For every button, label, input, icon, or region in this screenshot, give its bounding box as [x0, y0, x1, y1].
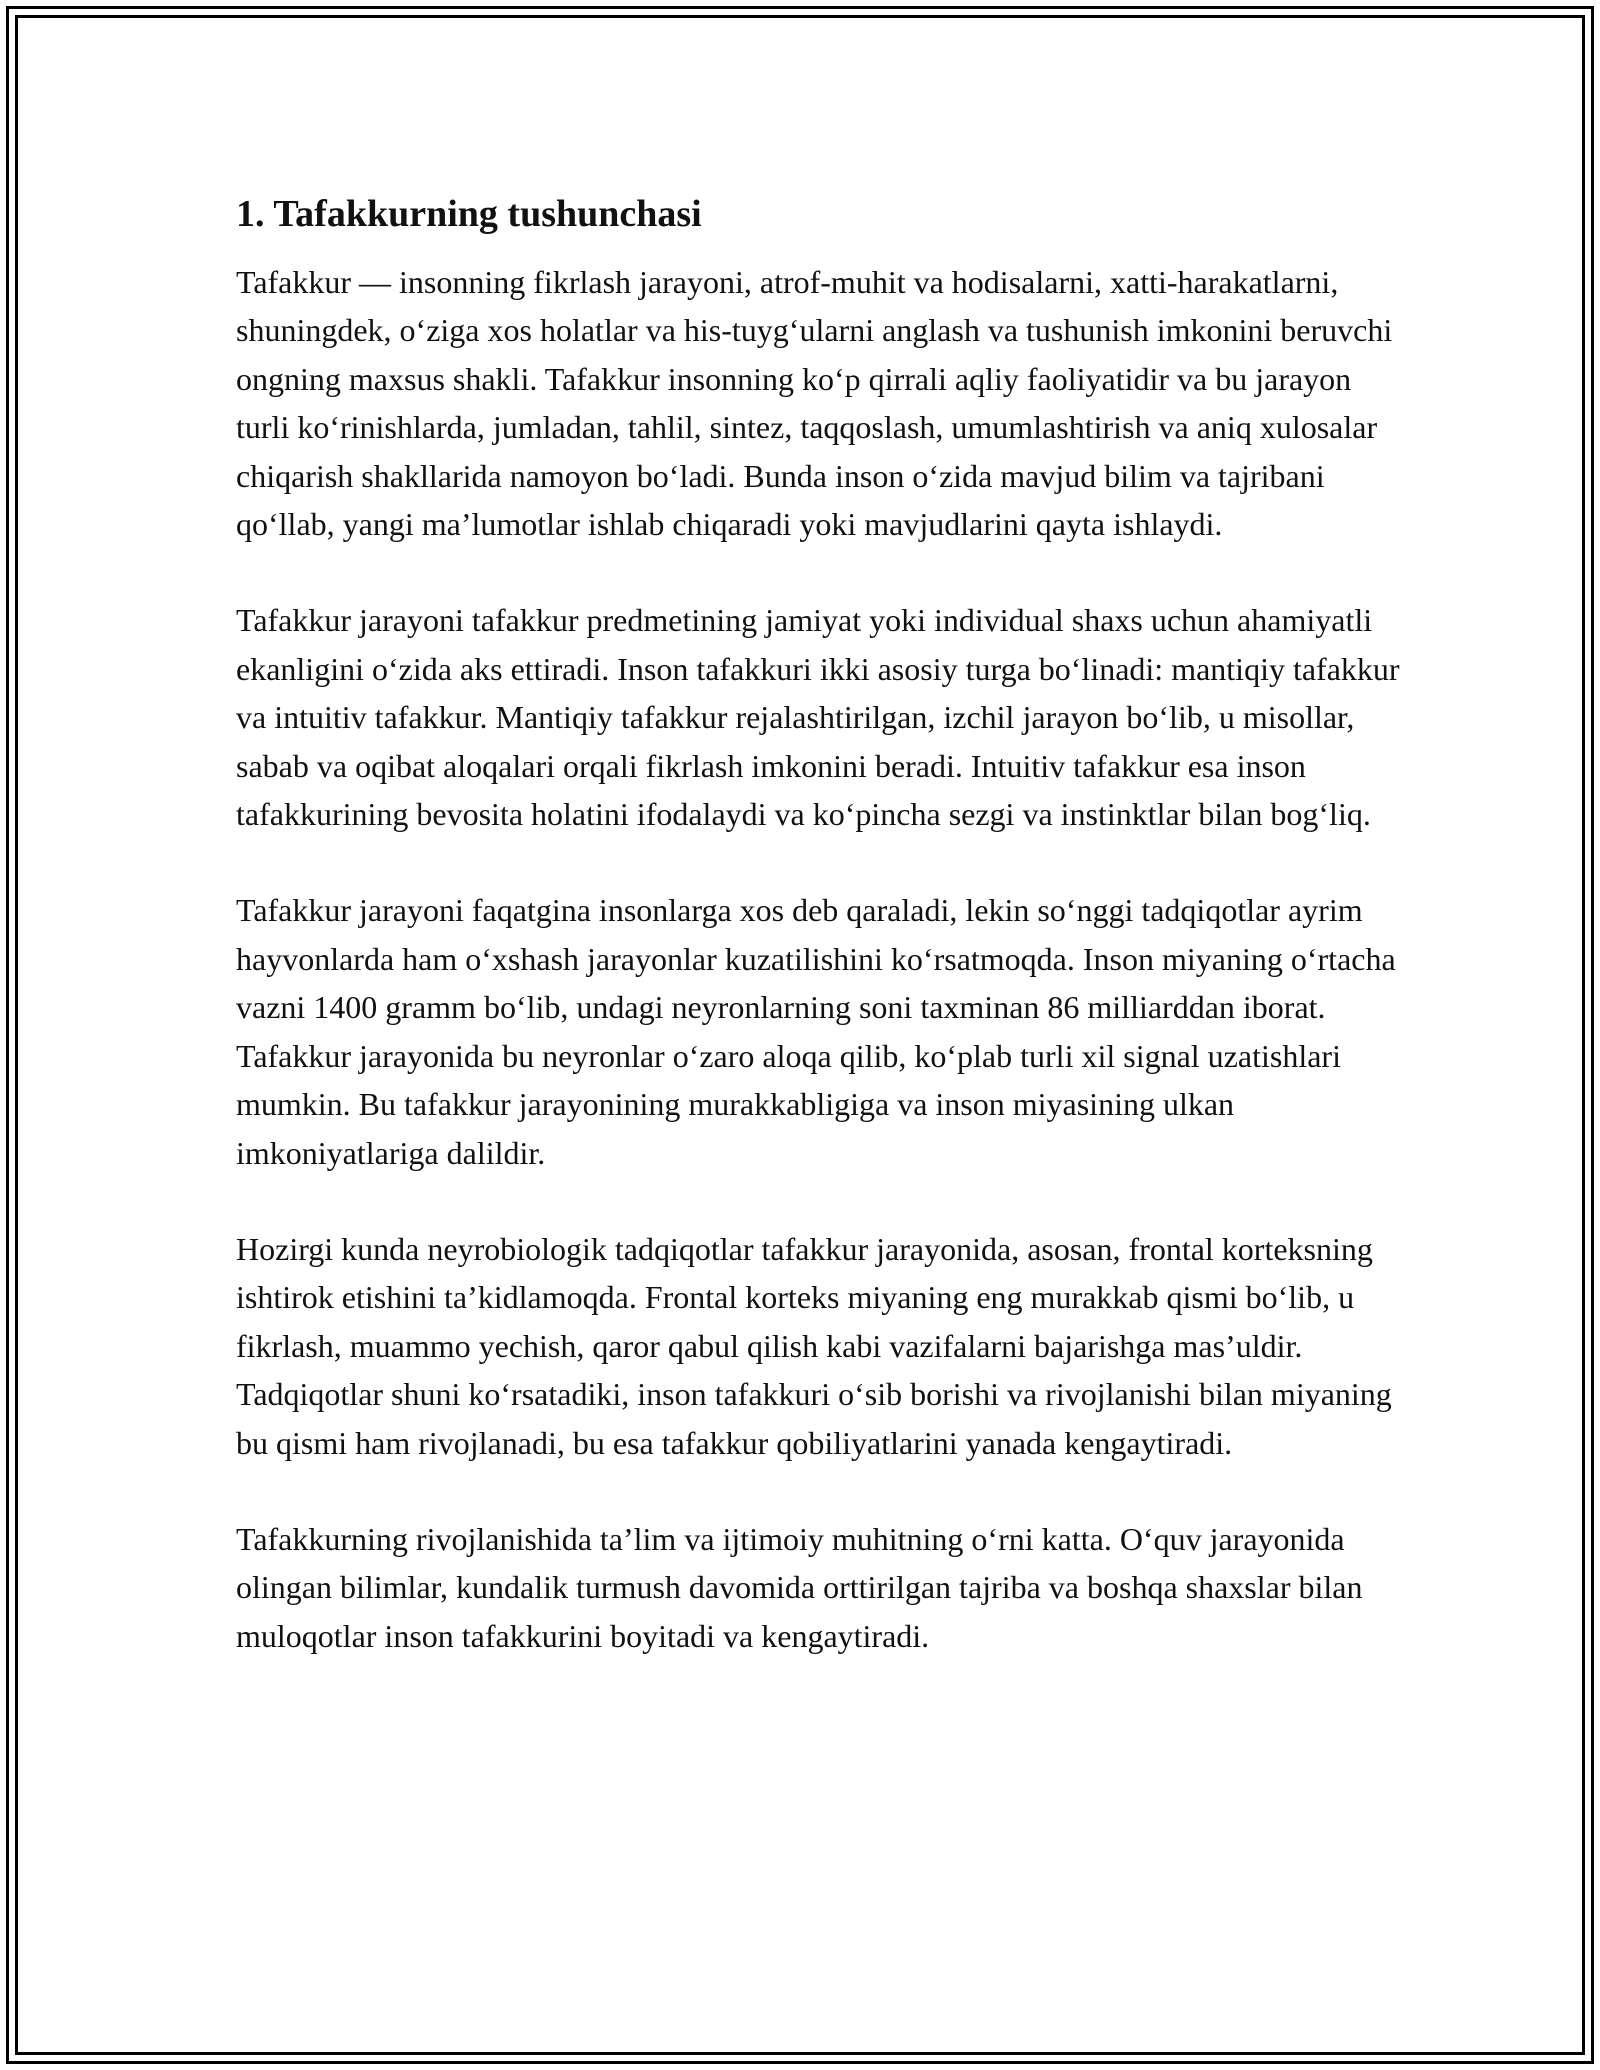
paragraph-3: Tafakkur jarayoni faqatgina insonlarga xos deb qaraladi, lekin soʻnggi tadqiqotlar ayrim hayvonlarda ham oʻxshash jarayonlar kuzatilishini koʻrsatmoqda. Inson miyaning oʻrtacha vazni 1400 gramm boʻlib, undagi neyronlarning soni taxminan 86 milliarddan iborat. Tafakkur jarayonida bu neyronlar oʻzaro aloqa qilib, koʻplab turli xil signal uzatishlari mumkin. Bu tafakkur jarayonining murakkabligiga va inson miyasining ulkan imkoniyatlariga dalildir.	[236, 892, 1396, 1171]
document-body	[236, 186, 1406, 1708]
paragraph-5: Tafakkurning rivojlanishida taʼlim va ijtimoiy muhitning oʻrni katta. Oʻquv jarayonida olingan bilimlar, kundalik turmush davomida orttirilgan tajriba va boshqa shaxslar bilan muloqotlar inson tafakkurini boyitadi va kengaytiradi.	[236, 1520, 1363, 1654]
paragraph-4: Hozirgi kunda neyrobiologik tadqiqotlar tafakkur jarayonida, asosan, frontal korteksning ishtirok etishini taʼkidlamoqda. Frontal korteks miyaning eng murakkab qismi boʻlib, u fikrlash, muammo yechish, qaror qabul qilish kabi vazifalarni bajarishga masʼuldir. Tadqiqotlar shuni koʻrsatadiki, inson tafakkuri oʻsib borishi va rivojlanishi bilan miyaning bu qismi ham rivojlanadi, bu esa tafakkur qobiliyatlarini yanada kengaytiradi.	[236, 1230, 1392, 1461]
section-heading: 1. Tafakkurning tushunchasi	[236, 193, 702, 235]
paragraph-2: Tafakkur jarayoni tafakkur predmetining jamiyat yoki individual shaxs uchun ahamiyatli ekanligini oʻzida aks ettiradi. Inson tafakkuri ikki asosiy turga boʻlinadi: mantiqiy tafakkur va intuitiv tafakkur. Mantiqiy tafakkur rejalashtirilgan, izchil jarayon boʻlib, u misollar, sabab va oqibat aloqalari orqali fikrlash imkonini beradi. Intuitiv tafakkur esa inson tafakkurining bevosita holatini ifodalaydi va koʻpincha sezgi va instinktlar bilan bogʻliq.	[236, 602, 1400, 833]
paragraph-1: Tafakkur — insonning fikrlash jarayoni, atrof-muhit va hodisalarni, xatti-harakatlarni, shuningdek, oʻziga xos holatlar va his-tuygʻularni anglash va tushunish imkonini beruvchi ongning maxsus shakli. Tafakkur insonning koʻp qirrali aqliy faoliyatidir va bu jarayon turli koʻrinishlarda, jumladan, tahlil, sintez, taqqoslash, umumlashtirish va aniq xulosalar chiqarish shakllarida namoyon boʻladi. Bunda inson oʻzida mavjud bilim va tajribani qoʻllab, yangi maʼlumotlar ishlab chiqaradi yoki mavjudlarini qayta ishlaydi.	[236, 264, 1393, 543]
